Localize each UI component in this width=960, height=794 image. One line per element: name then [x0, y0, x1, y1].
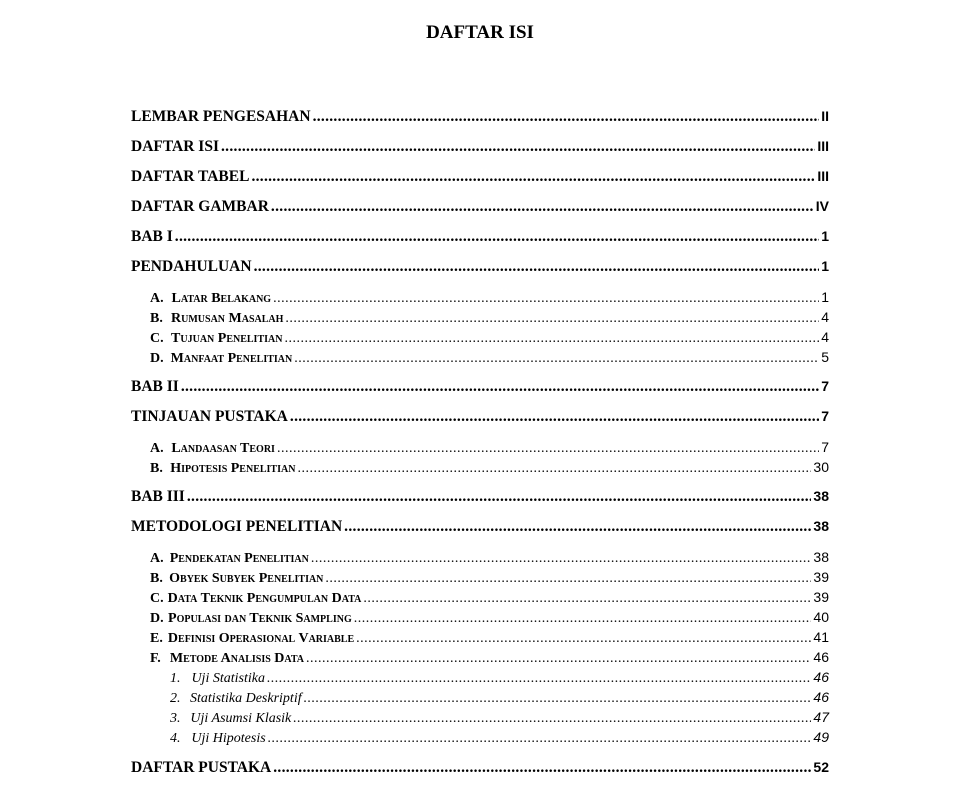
toc-entry-label: Populasi dan Teknik Sampling	[168, 611, 352, 626]
toc-marker: E.	[150, 631, 163, 646]
toc-entry	[131, 138, 829, 156]
toc-entry-page: 38	[813, 488, 829, 504]
toc-subentry	[150, 349, 829, 367]
dot-leader	[363, 591, 811, 607]
dot-leader	[304, 691, 812, 707]
toc-subsubentry	[170, 689, 829, 707]
toc-subentry	[150, 309, 829, 327]
toc-entry-label: Rumusan Masalah	[171, 311, 284, 326]
toc-entry-label: Pendekatan Penelitian	[169, 551, 309, 566]
toc-entry-label: Hipotesis Penelitian	[170, 461, 296, 476]
toc-entry-label: DAFTAR TABEL	[131, 168, 250, 185]
dot-leader	[311, 551, 812, 567]
dot-leader	[271, 198, 814, 216]
toc-entry	[131, 378, 829, 396]
toc-entry-label: Uji Hipotesis	[191, 731, 266, 746]
dot-leader	[267, 671, 811, 687]
toc-marker: B.	[150, 571, 163, 586]
dot-leader	[221, 138, 815, 156]
toc-entry-page: 30	[813, 459, 829, 475]
toc-entry	[131, 198, 829, 216]
toc-entry-page: 46	[813, 649, 829, 665]
dot-leader	[273, 759, 811, 777]
dot-leader	[356, 631, 811, 647]
toc-entry-label: TINJAUAN PUSTAKA	[131, 408, 288, 425]
toc-entry-page: IV	[815, 198, 829, 214]
toc-entry-label: BAB III	[131, 488, 185, 505]
toc-marker: A.	[150, 441, 164, 456]
dot-leader	[251, 168, 815, 186]
toc-entry-page: 1	[821, 289, 829, 305]
dot-leader	[294, 351, 819, 367]
toc-entry-page: 38	[813, 549, 829, 565]
toc-subsubentry	[170, 669, 829, 687]
toc-entry-label: METODOLOGI PENELITIAN	[131, 518, 343, 535]
dot-leader	[277, 441, 819, 457]
toc-marker: 4.	[170, 731, 181, 746]
toc-subentry	[150, 439, 829, 457]
toc-entry-label: BAB II	[131, 378, 179, 395]
toc-entry-label: LEMBAR PENGESAHAN	[131, 108, 311, 125]
toc-marker: B.	[150, 311, 163, 326]
toc-entry-page: 5	[821, 349, 829, 365]
dot-leader	[344, 518, 811, 536]
toc-entry-page: 41	[813, 629, 829, 645]
dot-leader	[293, 711, 811, 727]
toc-marker: A.	[150, 291, 164, 306]
toc-entry-label: DAFTAR ISI	[131, 138, 219, 155]
toc-marker: 2.	[170, 691, 181, 706]
dot-leader	[297, 461, 811, 477]
toc-marker: B.	[150, 461, 163, 476]
toc-entry-page: 46	[813, 669, 829, 685]
toc-entry-label: Latar Belakang	[171, 291, 272, 306]
toc-subsubentry	[170, 729, 829, 747]
toc-entry-label: Metode Analisis Data	[169, 651, 305, 666]
toc-entry-label: DAFTAR GAMBAR	[131, 198, 269, 215]
toc-marker: D.	[150, 351, 164, 366]
toc-marker: A.	[150, 551, 164, 566]
toc-marker: 1.	[170, 671, 181, 686]
dot-leader	[313, 108, 820, 126]
dot-leader	[306, 651, 811, 667]
toc-subentry	[150, 629, 829, 647]
toc-entry-label: Data Teknik Pengumpulan Data	[167, 591, 362, 606]
toc-marker: 3.	[170, 711, 181, 726]
toc-entry	[131, 518, 829, 536]
toc-entry-page: 39	[813, 589, 829, 605]
toc-subentry	[150, 459, 829, 477]
dot-leader	[187, 488, 812, 506]
toc-entry-page: 1	[821, 228, 829, 244]
toc-entry-label: Tujuan Penelitian	[171, 331, 283, 346]
toc-entry	[131, 759, 829, 777]
toc-entry-page: 7	[821, 378, 829, 394]
toc-subentry	[150, 609, 829, 627]
toc-entry	[131, 488, 829, 506]
toc-entry-page: 38	[813, 518, 829, 534]
dot-leader	[284, 331, 819, 347]
toc-entry	[131, 258, 829, 276]
dot-leader	[181, 378, 819, 396]
toc-entry-page: 49	[813, 729, 829, 745]
toc-entry-page: 40	[813, 609, 829, 625]
toc-subentry	[150, 649, 829, 667]
toc-entry-label: Definisi Operasional Variable	[167, 631, 355, 646]
dot-leader	[290, 408, 819, 426]
toc-entry-label: Manfaat Penelitian	[170, 351, 293, 366]
toc-entry-page: 7	[821, 408, 829, 424]
toc-entry	[131, 228, 829, 246]
toc-marker: C.	[150, 591, 164, 606]
toc-entry-label: DAFTAR PUSTAKA	[131, 759, 272, 776]
dot-leader	[175, 228, 819, 246]
toc-entry-label: Uji Asumsi Klasik	[190, 711, 292, 726]
page-title: DAFTAR ISI	[426, 22, 534, 43]
toc-entry-page: III	[817, 138, 829, 154]
toc-marker: C.	[150, 331, 164, 346]
toc-entry	[131, 108, 829, 126]
toc-entry-label: BAB I	[131, 228, 173, 245]
toc-marker: D.	[150, 611, 164, 626]
dot-leader	[354, 611, 812, 627]
toc-entry-page: 39	[813, 569, 829, 585]
toc-entry-page: 4	[821, 309, 829, 325]
toc-entry-page: 46	[813, 689, 829, 705]
dot-leader	[254, 258, 820, 276]
dot-leader	[273, 291, 819, 307]
toc-entry-page: 47	[813, 709, 829, 725]
toc-marker: F.	[150, 651, 161, 666]
toc-entry-label: PENDAHULUAN	[131, 258, 252, 275]
toc-entry-label: Landaasan Teori	[171, 441, 275, 456]
toc-subentry	[150, 569, 829, 587]
dot-leader	[268, 731, 812, 747]
toc-entry-page: 52	[813, 759, 829, 775]
toc-subentry	[150, 329, 829, 347]
toc-entry-label: Uji Statistika	[191, 671, 265, 686]
toc-entry-page: 7	[821, 439, 829, 455]
toc-entry-page: II	[821, 108, 829, 124]
toc-entry-page: 1	[821, 258, 829, 274]
toc-subentry	[150, 289, 829, 307]
toc-subentry	[150, 549, 829, 567]
toc-entry	[131, 408, 829, 426]
toc-entry-label: Statistika Deskriptif	[190, 691, 302, 706]
toc-entry-page: III	[817, 168, 829, 184]
toc-subsubentry	[170, 709, 829, 727]
toc-entry-page: 4	[821, 329, 829, 345]
toc-entry-label: Obyek Subyek Penelitian	[169, 571, 324, 586]
toc-entry	[131, 168, 829, 186]
toc-subentry	[150, 589, 829, 607]
dot-leader	[285, 311, 819, 327]
dot-leader	[325, 571, 811, 587]
